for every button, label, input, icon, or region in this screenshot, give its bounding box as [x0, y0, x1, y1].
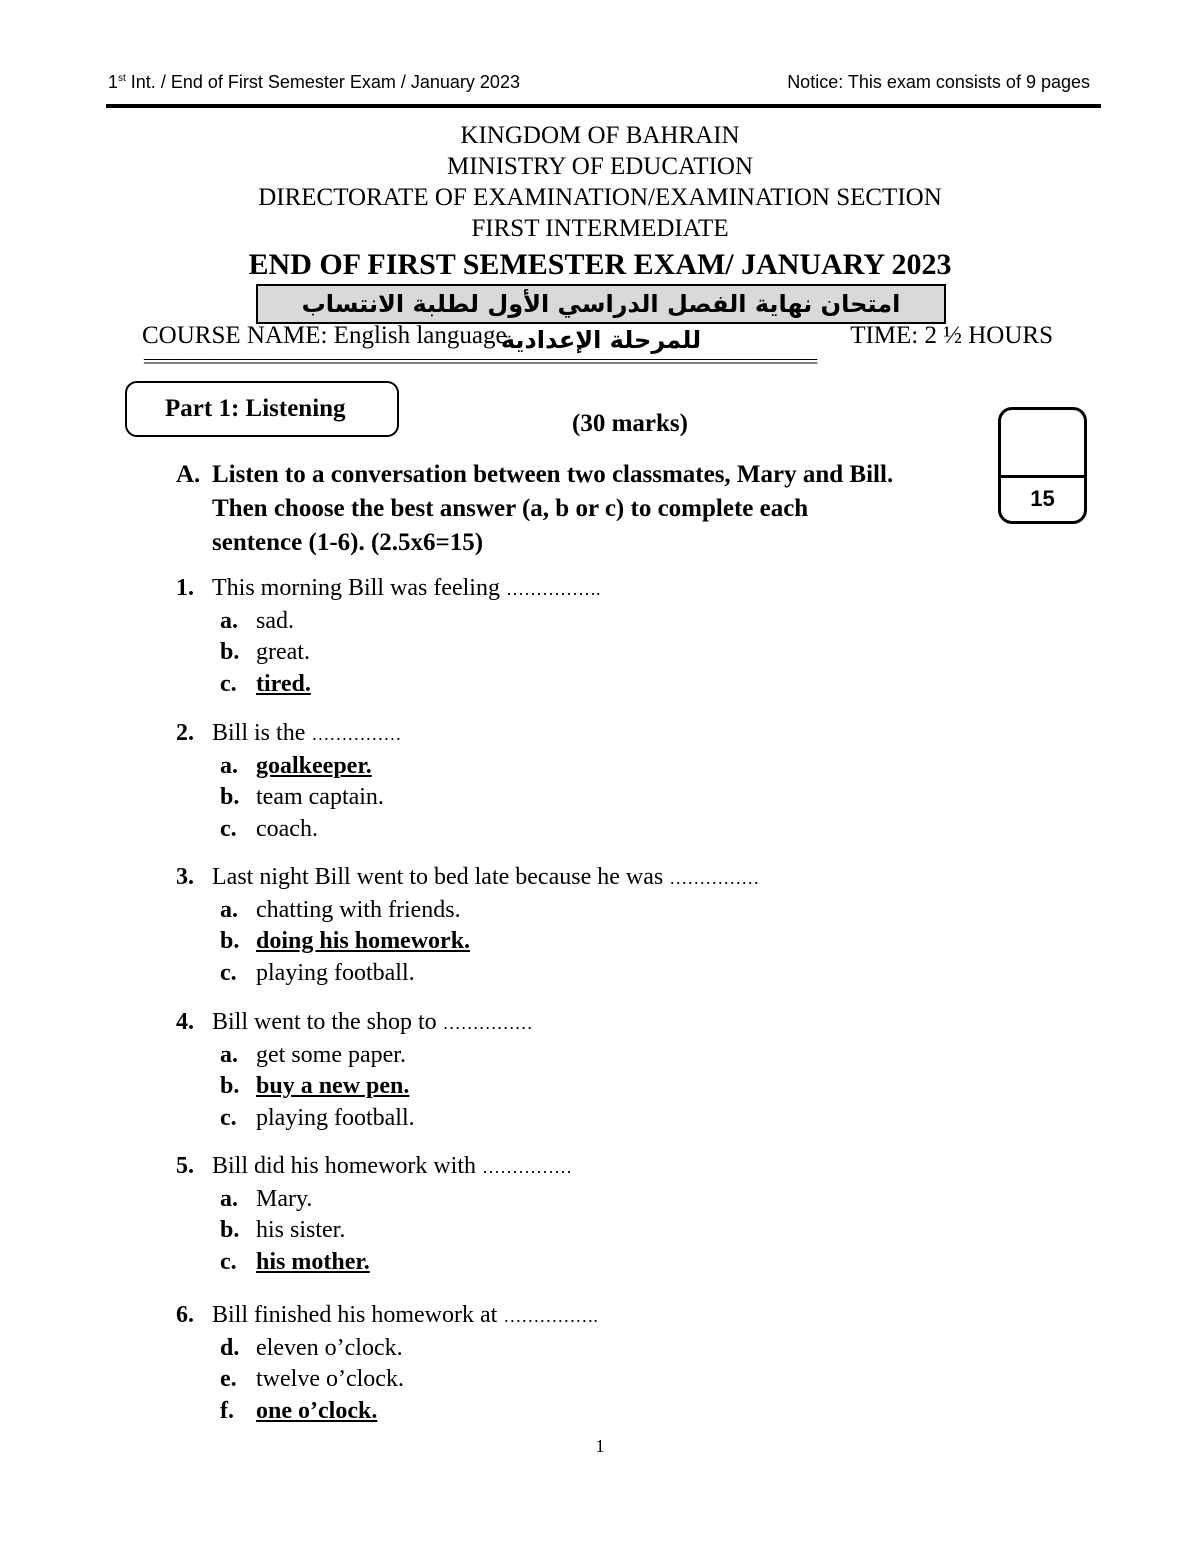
option-letter: a. [220, 752, 238, 779]
correct-answer-text: buy a new pen. [256, 1073, 410, 1099]
arabic-title: امتحان نهاية الفصل الدراسي الأول لطلبة الانتساب للمرحلة الإعدادية [256, 284, 946, 324]
option-letter: b. [220, 784, 240, 810]
correct-answer-text: his mother. [256, 1248, 370, 1275]
part-marks: (30 marks) [572, 410, 688, 437]
option [176, 1215, 572, 1247]
question-text: Bill went to the shop to [212, 1009, 443, 1035]
question-number: 5. [176, 1153, 194, 1179]
instruction-line-2: Then choose the best answer (a, b or c) to complete each [212, 495, 809, 522]
option [176, 1364, 598, 1396]
option-text: team captain. [256, 784, 384, 810]
header-grade-number: 1 [108, 72, 119, 92]
exam-time: TIME: 2 ½ HOURS [850, 322, 1053, 349]
option-letter: b. [220, 1217, 240, 1243]
instruction-line-3: sentence (1-6). (2.5x6=15) [212, 529, 484, 556]
option [176, 1103, 533, 1135]
option-letter: c. [220, 670, 237, 697]
part-label-box [125, 381, 399, 437]
instruction-line-1: Listen to a conversation between two classmates, Mary and Bill. [212, 461, 894, 488]
question-stem [176, 1007, 533, 1040]
question-3 [176, 862, 759, 989]
score-box [998, 407, 1087, 524]
question-2 [176, 718, 401, 845]
option-letter: a. [220, 607, 238, 634]
option [176, 1333, 598, 1365]
header-left [108, 72, 520, 93]
option-text: eleven o’clock. [256, 1334, 403, 1361]
option [176, 958, 759, 990]
correct-answer-text: tired. [256, 670, 311, 697]
option [176, 814, 401, 846]
option-letter: c. [220, 959, 237, 986]
question-number: 4. [176, 1009, 194, 1035]
correct-answer-text: one o’clock. [256, 1397, 378, 1424]
option-letter: a. [220, 1041, 238, 1068]
question-1 [176, 573, 600, 700]
option-correct [176, 1071, 533, 1103]
question-text: Bill is the [212, 720, 312, 746]
question-stem [176, 1151, 572, 1184]
option-letter: c. [220, 1104, 237, 1131]
option-text: great. [256, 639, 310, 665]
question-text: This morning Bill was feeling [212, 575, 506, 601]
section-instruction [176, 458, 893, 560]
question-5 [176, 1151, 572, 1278]
option-text: his sister. [256, 1217, 346, 1243]
question-text: Bill finished his homework at [212, 1302, 504, 1328]
option [176, 606, 600, 638]
option-text: coach. [256, 815, 318, 842]
score-divider [1001, 475, 1084, 478]
option-text: playing football. [256, 959, 415, 986]
answer-blank: ……………. [503, 1306, 598, 1326]
header-divider [106, 104, 1101, 108]
answer-blank: …………… [311, 724, 402, 744]
question-text: Last night Bill went to bed late because he was [212, 864, 670, 890]
option-letter: b. [220, 639, 240, 665]
header-notice: Notice: This exam consists of 9 pages [787, 72, 1090, 92]
score-total: 15 [1030, 486, 1055, 511]
course-name: COURSE NAME: English language [142, 322, 507, 349]
kingdom-line: KINGDOM OF BAHRAIN [460, 122, 740, 149]
answer-blank: …………… [482, 1157, 572, 1177]
question-4 [176, 1007, 533, 1134]
answer-blank: ……………. [505, 579, 601, 599]
directorate-line: DIRECTORATE OF EXAMINATION/EXAMINATION SECTION [258, 184, 942, 211]
option [176, 1040, 533, 1072]
option-correct [176, 751, 401, 783]
option-letter: a. [220, 896, 238, 923]
question-6 [176, 1300, 598, 1427]
answer-blank: …………… [669, 868, 760, 888]
answer-blank: …………… [442, 1013, 533, 1033]
option-letter: f. [220, 1397, 234, 1424]
option-correct [176, 669, 600, 701]
option [176, 782, 401, 814]
option-letter: c. [220, 1248, 237, 1275]
question-stem [176, 1300, 598, 1333]
exam-title: END OF FIRST SEMESTER EXAM/ JANUARY 2023 [248, 248, 952, 281]
question-stem [176, 573, 600, 606]
header-exam-label: Int. / End of First Semester Exam / January 2023 [125, 72, 520, 92]
page-number: 1 [595, 1436, 605, 1456]
question-number: 2. [176, 720, 194, 746]
option-letter: c. [220, 815, 237, 842]
question-stem [176, 862, 759, 895]
option-letter: e. [220, 1366, 237, 1392]
option-correct [176, 926, 759, 958]
question-number: 6. [176, 1302, 194, 1328]
option-text: get some paper. [256, 1041, 406, 1068]
grade-line: FIRST INTERMEDIATE [471, 215, 729, 242]
question-stem [176, 718, 401, 751]
option-text: twelve o’clock. [256, 1366, 404, 1392]
separator-line: ====================================================================================================== [143, 356, 817, 370]
ministry-line: MINISTRY OF EDUCATION [446, 153, 754, 180]
option-text: chatting with friends. [256, 896, 461, 923]
option-letter: d. [220, 1334, 240, 1361]
question-number: 1. [176, 575, 194, 601]
option-text: sad. [256, 607, 294, 634]
part-label: Part 1: Listening [165, 395, 346, 422]
section-letter: A. [176, 461, 201, 488]
option [176, 895, 759, 927]
question-number: 3. [176, 864, 194, 890]
option-correct [176, 1247, 572, 1279]
correct-answer-text: goalkeeper. [256, 752, 372, 779]
question-text: Bill did his homework with [212, 1153, 482, 1179]
option [176, 1184, 572, 1216]
correct-answer-text: doing his homework. [256, 928, 471, 954]
header-grade-suffix: st [118, 73, 126, 84]
option-letter: b. [220, 928, 240, 954]
option [176, 637, 600, 669]
option-letter: b. [220, 1073, 240, 1099]
option-text: playing football. [256, 1104, 415, 1131]
option-correct [176, 1396, 598, 1428]
option-letter: a. [220, 1185, 238, 1212]
option-text: Mary. [256, 1185, 313, 1212]
